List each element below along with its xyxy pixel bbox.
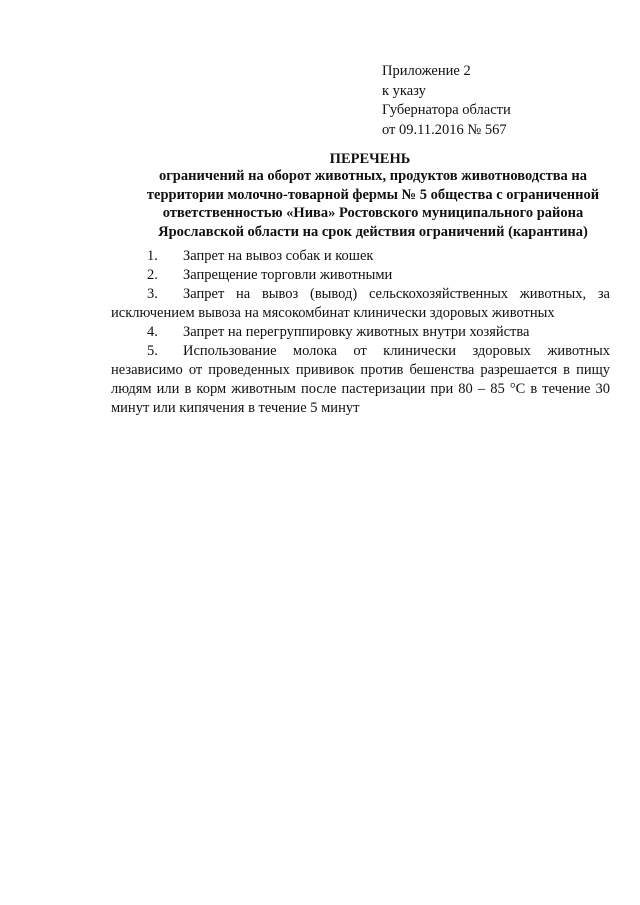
item-text: Запрет на вывоз собак и кошек — [183, 248, 374, 264]
list-item — [111, 247, 610, 266]
item-text: Запрет на вывоз (вывод) сельскохозяйственных животных, за исключением вывоза на мясокомбинат клинически здоровых животных — [111, 286, 610, 321]
restrictions-list — [111, 247, 610, 418]
appendix-line: Приложение 2 — [382, 63, 471, 79]
item-number: 3. — [147, 286, 158, 302]
appendix-line: к указу — [382, 82, 426, 99]
item-number: 5. — [147, 343, 158, 359]
item-text: Запрещение торговли животными — [183, 267, 393, 283]
item-number: 1. — [147, 248, 158, 264]
appendix-line: Губернатора области — [382, 102, 511, 118]
list-item — [111, 285, 610, 323]
item-number: 2. — [147, 267, 158, 283]
subtitle-line: Ярославской области на срок действия ограничений (карантина) — [158, 223, 588, 240]
list-item — [111, 266, 610, 285]
list-item — [111, 342, 610, 418]
list-item — [111, 323, 610, 342]
document-subtitle — [112, 167, 634, 241]
document-title: ПЕРЕЧЕНЬ — [329, 151, 411, 167]
item-number: 4. — [147, 324, 158, 340]
appendix-header — [382, 62, 622, 140]
subtitle-line: территории молочно-товарной фермы № 5 общества с ограниченной — [146, 186, 600, 203]
appendix-line: от 09.11.2016 № 567 — [382, 121, 507, 138]
subtitle-line: ответственностью «Нива» Ростовского муниципального района — [162, 205, 584, 221]
subtitle-line: ограничений на оборот животных, продуктов животноводства на — [158, 168, 588, 184]
item-text: Запрет на перегруппировку животных внутри хозяйства — [183, 324, 530, 340]
item-text: Использование молока от клинически здоровых животных независимо от проведенных прививок против бешенства разрешается в пищу людям или в корм животным после пастеризации при 80 – 85 °С в течение 30 минут или кипячения в течение 5 минут — [111, 343, 610, 416]
